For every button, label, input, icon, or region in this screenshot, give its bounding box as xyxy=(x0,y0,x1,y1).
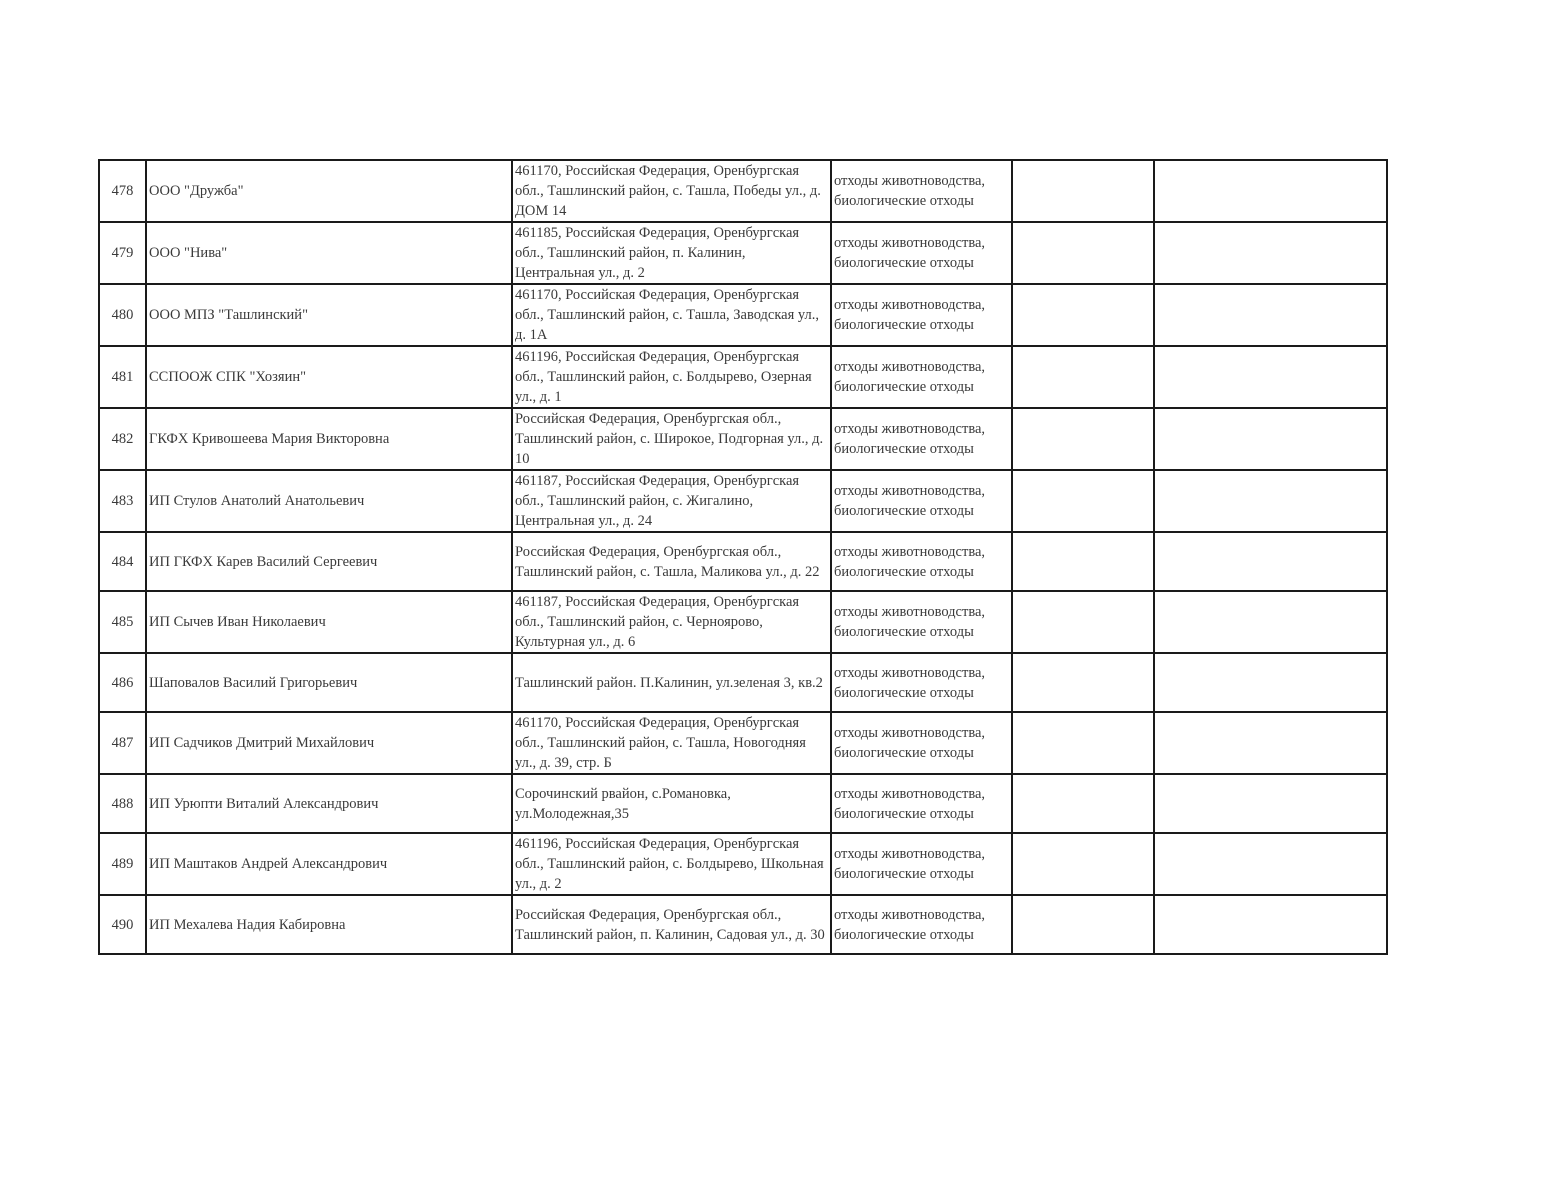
table-row xyxy=(99,833,1387,895)
row-number: 479 xyxy=(99,222,146,284)
empty-cell xyxy=(1012,774,1154,833)
empty-cell xyxy=(1154,346,1387,408)
waste-type: отходы животноводства, биологические отходы xyxy=(831,895,1012,954)
waste-type: отходы животноводства, биологические отходы xyxy=(831,591,1012,653)
organization-address: Российская Федерация, Оренбургская обл., Ташлинский район, с. Ташла, Маликова ул., д. 22 xyxy=(512,532,831,591)
table-row xyxy=(99,346,1387,408)
waste-type: отходы животноводства, биологические отходы xyxy=(831,653,1012,712)
row-number: 488 xyxy=(99,774,146,833)
organization-address: 461187, Российская Федерация, Оренбургская обл., Ташлинский район, с. Черноярово, Культурная ул., д. 6 xyxy=(512,591,831,653)
empty-cell xyxy=(1154,408,1387,470)
row-number: 489 xyxy=(99,833,146,895)
table-row xyxy=(99,774,1387,833)
empty-cell xyxy=(1012,591,1154,653)
waste-type: отходы животноводства, биологические отходы xyxy=(831,160,1012,222)
table-row xyxy=(99,591,1387,653)
organization-address: 461196, Российская Федерация, Оренбургская обл., Ташлинский район, с. Болдырево, Школьная ул., д. 2 xyxy=(512,833,831,895)
empty-cell xyxy=(1012,160,1154,222)
organization-name: ИП Стулов Анатолий Анатольевич xyxy=(146,470,512,532)
organization-name: Шаповалов Василий Григорьевич xyxy=(146,653,512,712)
organization-address: Российская Федерация, Оренбургская обл., Ташлинский район, с. Широкое, Подгорная ул., д. 10 xyxy=(512,408,831,470)
row-number: 485 xyxy=(99,591,146,653)
organization-address: Ташлинский район. П.Калинин, ул.зеленая 3, кв.2 xyxy=(512,653,831,712)
empty-cell xyxy=(1154,284,1387,346)
row-number: 490 xyxy=(99,895,146,954)
empty-cell xyxy=(1154,591,1387,653)
empty-cell xyxy=(1154,222,1387,284)
empty-cell xyxy=(1154,712,1387,774)
waste-type: отходы животноводства, биологические отходы xyxy=(831,222,1012,284)
empty-cell xyxy=(1154,774,1387,833)
waste-type: отходы животноводства, биологические отходы xyxy=(831,284,1012,346)
row-number: 483 xyxy=(99,470,146,532)
empty-cell xyxy=(1154,895,1387,954)
row-number: 478 xyxy=(99,160,146,222)
waste-type: отходы животноводства, биологические отходы xyxy=(831,774,1012,833)
row-number: 484 xyxy=(99,532,146,591)
organization-name: ООО "Дружба" xyxy=(146,160,512,222)
waste-type: отходы животноводства, биологические отходы xyxy=(831,532,1012,591)
row-number: 486 xyxy=(99,653,146,712)
empty-cell xyxy=(1012,532,1154,591)
organization-name: ИП Сычев Иван Николаевич xyxy=(146,591,512,653)
empty-cell xyxy=(1012,895,1154,954)
waste-type: отходы животноводства, биологические отходы xyxy=(831,712,1012,774)
table-row xyxy=(99,895,1387,954)
table-row xyxy=(99,712,1387,774)
table-row xyxy=(99,160,1387,222)
organization-name: ИП Мехалева Надия Кабировна xyxy=(146,895,512,954)
organization-name: ИП Урюпти Виталий Александрович xyxy=(146,774,512,833)
organization-name: ООО МПЗ "Ташлинский" xyxy=(146,284,512,346)
row-number: 482 xyxy=(99,408,146,470)
organization-name: ГКФХ Кривошеева Мария Викторовна xyxy=(146,408,512,470)
table-row xyxy=(99,222,1387,284)
organization-name: ИП ГКФХ Карев Василий Сергеевич xyxy=(146,532,512,591)
organization-address: 461196, Российская Федерация, Оренбургская обл., Ташлинский район, с. Болдырево, Озерная ул., д. 1 xyxy=(512,346,831,408)
organization-name: ССПООЖ СПК "Хозяин" xyxy=(146,346,512,408)
waste-type: отходы животноводства, биологические отходы xyxy=(831,470,1012,532)
table-row xyxy=(99,532,1387,591)
empty-cell xyxy=(1012,222,1154,284)
row-number: 481 xyxy=(99,346,146,408)
organization-name: ИП Маштаков Андрей Александрович xyxy=(146,833,512,895)
table-row xyxy=(99,284,1387,346)
row-number: 480 xyxy=(99,284,146,346)
organization-address: 461170, Российская Федерация, Оренбургская обл., Ташлинский район, с. Ташла, Новогодняя ул., д. 39, стр. Б xyxy=(512,712,831,774)
organization-address: Сорочинский рвайон, с.Романовка, ул.Молодежная,35 xyxy=(512,774,831,833)
empty-cell xyxy=(1154,470,1387,532)
empty-cell xyxy=(1154,160,1387,222)
empty-cell xyxy=(1012,408,1154,470)
row-number: 487 xyxy=(99,712,146,774)
table-row xyxy=(99,470,1387,532)
empty-cell xyxy=(1012,470,1154,532)
organization-address: 461170, Российская Федерация, Оренбургская обл., Ташлинский район, с. Ташла, Заводская ул., д. 1А xyxy=(512,284,831,346)
organization-address: 461170, Российская Федерация, Оренбургская обл., Ташлинский район, с. Ташла, Победы ул., д. ДОМ 14 xyxy=(512,160,831,222)
empty-cell xyxy=(1012,833,1154,895)
waste-type: отходы животноводства, биологические отходы xyxy=(831,833,1012,895)
empty-cell xyxy=(1012,712,1154,774)
organization-address: 461185, Российская Федерация, Оренбургская обл., Ташлинский район, п. Калинин, Центральная ул., д. 2 xyxy=(512,222,831,284)
waste-type: отходы животноводства, биологические отходы xyxy=(831,346,1012,408)
organization-address: Российская Федерация, Оренбургская обл., Ташлинский район, п. Калинин, Садовая ул., д. 30 xyxy=(512,895,831,954)
organization-name: ООО "Нива" xyxy=(146,222,512,284)
empty-cell xyxy=(1012,284,1154,346)
registry-table-body xyxy=(99,160,1387,954)
table-row xyxy=(99,653,1387,712)
organization-name: ИП Садчиков Дмитрий Михайлович xyxy=(146,712,512,774)
empty-cell xyxy=(1012,346,1154,408)
empty-cell xyxy=(1012,653,1154,712)
empty-cell xyxy=(1154,653,1387,712)
table-row xyxy=(99,408,1387,470)
organization-address: 461187, Российская Федерация, Оренбургская обл., Ташлинский район, с. Жигалино, Центральная ул., д. 24 xyxy=(512,470,831,532)
registry-table xyxy=(98,159,1388,955)
waste-type: отходы животноводства, биологические отходы xyxy=(831,408,1012,470)
empty-cell xyxy=(1154,532,1387,591)
empty-cell xyxy=(1154,833,1387,895)
